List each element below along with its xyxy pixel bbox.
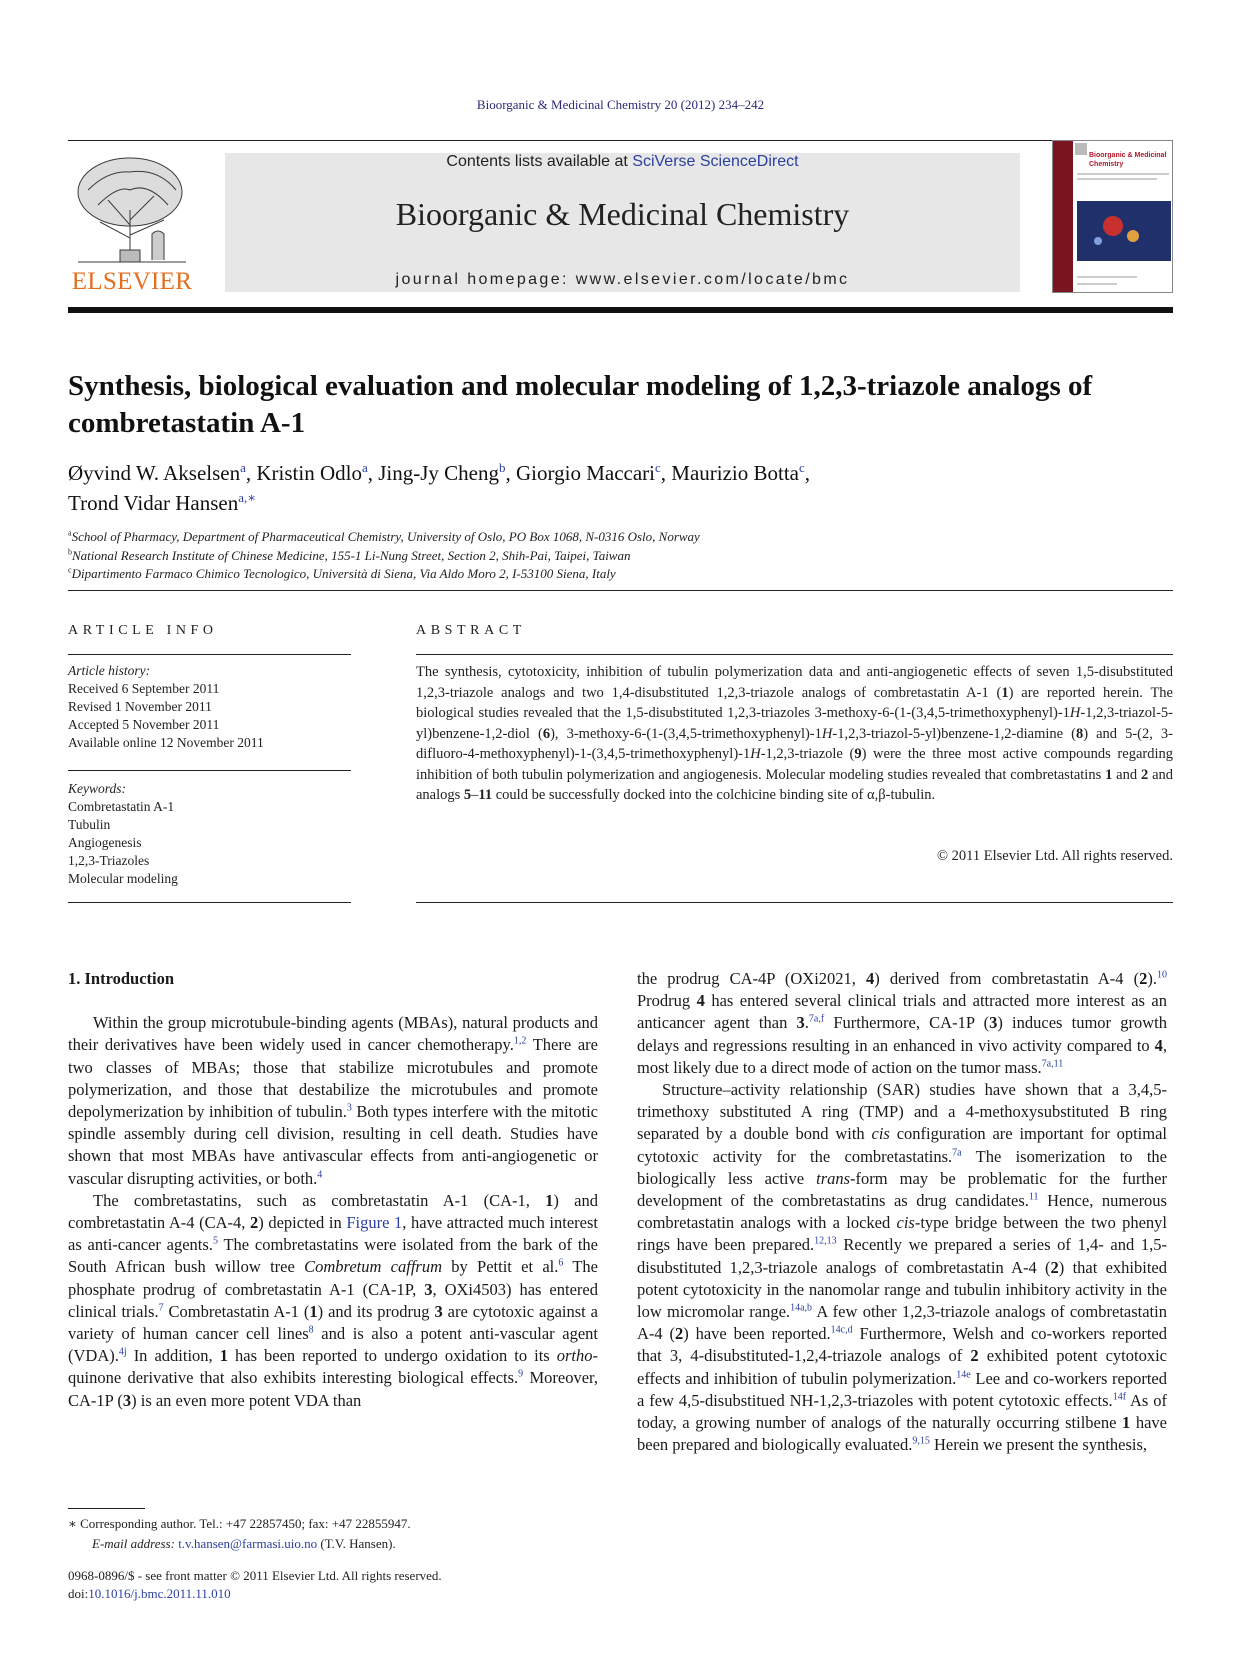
journal-title: Bioorganic & Medicinal Chemistry: [395, 196, 850, 232]
svg-text:Chemistry: Chemistry: [1089, 161, 1124, 168]
affiliation-item: $^c$Dipartimento Farmaco Chimico Tecnologico, Università di Siena, Via Aldo Moro 2, I-53100 Siena, Italy: [68, 565, 616, 581]
journal-cover-image[interactable]: [1052, 140, 1173, 293]
author-name[interactable]: Maurizio Botta: [671, 461, 799, 485]
body-right-column: [637, 968, 1167, 1456]
affiliation-rule: [68, 590, 1173, 591]
author-list: Øyvind W. Akselsen$^a$, Kristin Odlo$^a$, Jing-Jy Cheng$^b$, Giorgio Maccari$^c$, Maurizio Botta$^c$, Trond Vidar Hansen$^{a,∗}$: [68, 460, 811, 515]
affiliation-item: $^b$National Research Institute of Chinese Medicine, 155-1 Li-Nung Street, Section 2, Shih-Pai, Taipei, Taiwan: [68, 547, 631, 563]
affiliations: [68, 528, 1173, 584]
keywords: [68, 780, 351, 888]
svg-text:Bioorganic & Medicinal: Bioorganic & Medicinal: [1089, 152, 1167, 159]
journal-reference: Bioorganic & Medicinal Chemistry 20 (2012) 234–242: [476, 97, 765, 112]
author-email-link[interactable]: t.v.hansen@farmasi.uio.no: [178, 1536, 318, 1551]
body-left-column: [68, 968, 598, 1412]
corresponding-author-footnote: ∗ Corresponding author. Tel.: +47 22857450; fax: +47 22855947. E-mail address: t.v.hansen@farmasi.uio.no (T.V. Hansen).: [68, 1514, 628, 1554]
author-name[interactable]: Øyvind W. Akselsen: [68, 461, 241, 485]
article-info-bottom-rule: [68, 902, 351, 903]
history-item: Revised 1 November 2011: [68, 699, 212, 714]
doi-link[interactable]: 10.1016/j.bmc.2011.11.010: [88, 1586, 231, 1601]
article-info-rule: [68, 654, 351, 655]
elsevier-logo[interactable]: ELSEVIER: [71, 268, 193, 295]
history-item: Received 6 September 2011: [68, 681, 220, 696]
body-paragraph: Within the group microtubule-binding agents (MBAs), natural products and their derivatives have been widely used in cancer chemotherapy.$^{1,2}$ There are two classes of MBAs; those that stabilize microtubules and promote polymerization, and those that destabilize the microtubules and promote depolymerization by inhibition of tubulin.$^3$ Both types interfere with the mitotic spindle assembly during cell division, resulting in cell death. Studies have shown that most MBAs have antivascular effects from anti-angiogenetic or vascular disrupting activities, or both.$^4$: [68, 1013, 598, 1188]
contents-availability: [225, 153, 1020, 171]
history-item: Available online 12 November 2011: [68, 735, 264, 750]
body-paragraph: The combretastatins, such as combretastatin A-1 (CA-1, 1) and combretastatin A-4 (CA-4, 2) depicted in Figure 1, have attracted much interest as anti-cancer agents.$^5$ The combretastatins were isolated from the bark of the South African bush willow tree Combretum caffrum by Pettit et al.$^6$ The phosphate prodrug of combretastatin A-1 (CA-1P, 3, OXi4503) has entered clinical trials.$^7$ Combretastatin A-1 (1) and its prodrug 3 are cytotoxic against a variety of human cancer cell lines$^8$ and is also a potent anti-vascular agent (VDA).$^{4j}$ In addition, 1 has been reported to undergo oxidation to its ortho-quinone derivative that also exhibits interesting biological effects.$^9$ Moreover, CA-1P (3) is an even more potent VDA than: [68, 1190, 599, 1410]
abstract-heading: ABSTRACT: [416, 623, 526, 638]
email-label: E-mail address:: [92, 1536, 179, 1551]
abstract-bottom-rule: [416, 902, 1173, 903]
abstract-copyright: © 2011 Elsevier Ltd. All rights reserved.: [937, 848, 1173, 864]
article-history: [68, 662, 351, 752]
journal-homepage-link[interactable]: journal homepage: www.elsevier.com/locate/bmc: [395, 271, 850, 288]
keywords-rule: [68, 770, 351, 771]
author-name[interactable]: Jing-Jy Cheng: [378, 461, 499, 485]
author-affiliation-mark[interactable]: c: [799, 460, 805, 475]
keyword-item[interactable]: Combretastatin A-1: [68, 799, 175, 814]
contents-prefix: Contents lists available at: [446, 153, 633, 170]
author-name[interactable]: Kristin Odlo: [256, 461, 362, 485]
author-name[interactable]: Trond Vidar Hansen: [68, 491, 239, 515]
keyword-item[interactable]: Molecular modeling: [68, 871, 178, 886]
keyword-item[interactable]: Tubulin: [68, 817, 111, 832]
body-paragraph: the prodrug CA-4P (OXi2021, 4) derived from combretastatin A-4 (2).$^{10}$ Prodrug 4 has entered several clinical trials and attracted more interest as an anticancer agent than 3.$^{7a,f}$ Furthermore, CA-1P (3) induces tumor growth delays and regressions resulting in an enhanced in vivo activity compared to 4, most likely due to a direct mode of action on the tumor mass.$^{7a,11}$: [637, 969, 1168, 1077]
author-affiliation-mark[interactable]: a,∗: [238, 490, 257, 505]
issn-doi-block: 0968-0896/$ - see front matter © 2011 Elsevier Ltd. All rights reserved. doi:10.1016/j.bmc.2011.11.010: [68, 1567, 628, 1603]
section-heading-introduction: 1. Introduction: [68, 969, 175, 988]
header-rule: [68, 140, 1173, 141]
author-name[interactable]: Giorgio Maccari: [516, 461, 655, 485]
body-paragraph: Structure–activity relationship (SAR) studies have shown that a 3,4,5-trimethoxy substituted A ring (TMP) and a 4-methoxysubstituted B ring separated by a double bond with cis configuration are important for optimal cytotoxic activity for the combretastatins.$^{7a}$ The isomerization to the biologically less active trans-form may be problematic for the further development of the combretastatins as drug candidates.$^{11}$ Hence, numerous combretastatin analogs with a locked cis-type bridge between the two phenyl rings have been prepared.$^{12,13}$ Recently we prepared a series of 1,4- and 1,5-disubstituted 1,2,3-triazole analogs of combretastatin A-4 (2) that exhibited potent cytotoxicity in the nanomolar range and tubulin inhibitory activity in the low micromolar range.$^{14a,b}$ A few other 1,2,3-triazole analogs of combretastatin A-4 (2) have been reported.$^{14c,d}$ Furthermore, Welsh and co-workers reported that 3, 4-disubstituted-1,2,4-triazole analogs of 2 exhibited potent cytotoxic effects and inhibition of tubulin polymerization.$^{14e}$ Lee and co-workers reported a few 4,5-disubstitued NH-1,2,3-triazoles with potent cytotoxic effects.$^{14f}$ As of today, a growing number of analogs of the naturally occurring stilbene 1 have been prepared and biologically evaluated.$^{9,15}$ Herein we present the synthesis,: [637, 1080, 1168, 1455]
history-label: Article history:: [68, 663, 151, 678]
keyword-item[interactable]: Angiogenesis: [68, 835, 142, 850]
article-info-heading: ARTICLE INFO: [68, 623, 218, 638]
keyword-item[interactable]: 1,2,3-Triazoles: [68, 853, 150, 868]
article-title: Synthesis, biological evaluation and molecular modeling of 1,2,3-triazole analogs of combretastatin A-1: [68, 370, 1093, 439]
keywords-label: Keywords:: [68, 781, 126, 796]
author-affiliation-mark[interactable]: c: [654, 460, 661, 475]
sciencedirect-link[interactable]: SciVerse ScienceDirect: [632, 153, 799, 170]
abstract-text: The synthesis, cytotoxicity, inhibition of tubulin polymerization data and anti-angiogenetic effects of seven 1,5-disubstituted 1,2,3-triazole analogs and two 1,4-disubstituted 1,2,3-triazole analogs of combretastatin A-1 (1) are reported herein. The biological studies revealed that the 1,5-disubstituted 1,2,3-triazoles 3-methoxy-6-(1-(3,4,5-trimethoxyphenyl)-1H-1,2,3-triazol-5-yl)benzene-1,2-diol (6), 3-methoxy-6-(1-(3,4,5-trimethoxyphenyl)-1H-1,2,3-triazol-5-yl)benzene-1,2-diamine (8) and 5-(2, 3-difluoro-4-methoxyphenyl)-1-(3,4,5-trimethoxyphenyl)-1H-1,2,3-triazole (9) were the three most active compounds regarding inhibition of both tubulin polymerization and angiogenesis. Molecular modeling studies revealed that combretastatins 1 and 2 and analogs 5–11 could be successfully docked into the colchicine binding site of α,β-tubulin.: [416, 664, 1174, 803]
author-affiliation-mark[interactable]: a: [240, 460, 246, 475]
corresponding-author-contact: ∗ Corresponding author. Tel.: +47 22857450; fax: +47 22855947.: [68, 1516, 411, 1531]
header-thick-rule: [68, 307, 1173, 313]
issn-line: 0968-0896/$ - see front matter © 2011 Elsevier Ltd. All rights reserved.: [68, 1568, 442, 1583]
affiliation-item: $^a$School of Pharmacy, Department of Pharmaceutical Chemistry, University of Oslo, PO Box 1068, N-0316 Oslo, Norway: [68, 528, 700, 544]
author-affiliation-mark[interactable]: a: [361, 460, 368, 475]
author-affiliation-mark[interactable]: b: [499, 460, 506, 475]
history-item: Accepted 5 November 2011: [68, 717, 220, 732]
abstract-rule: [416, 654, 1173, 655]
footnote-rule: [68, 1508, 145, 1509]
